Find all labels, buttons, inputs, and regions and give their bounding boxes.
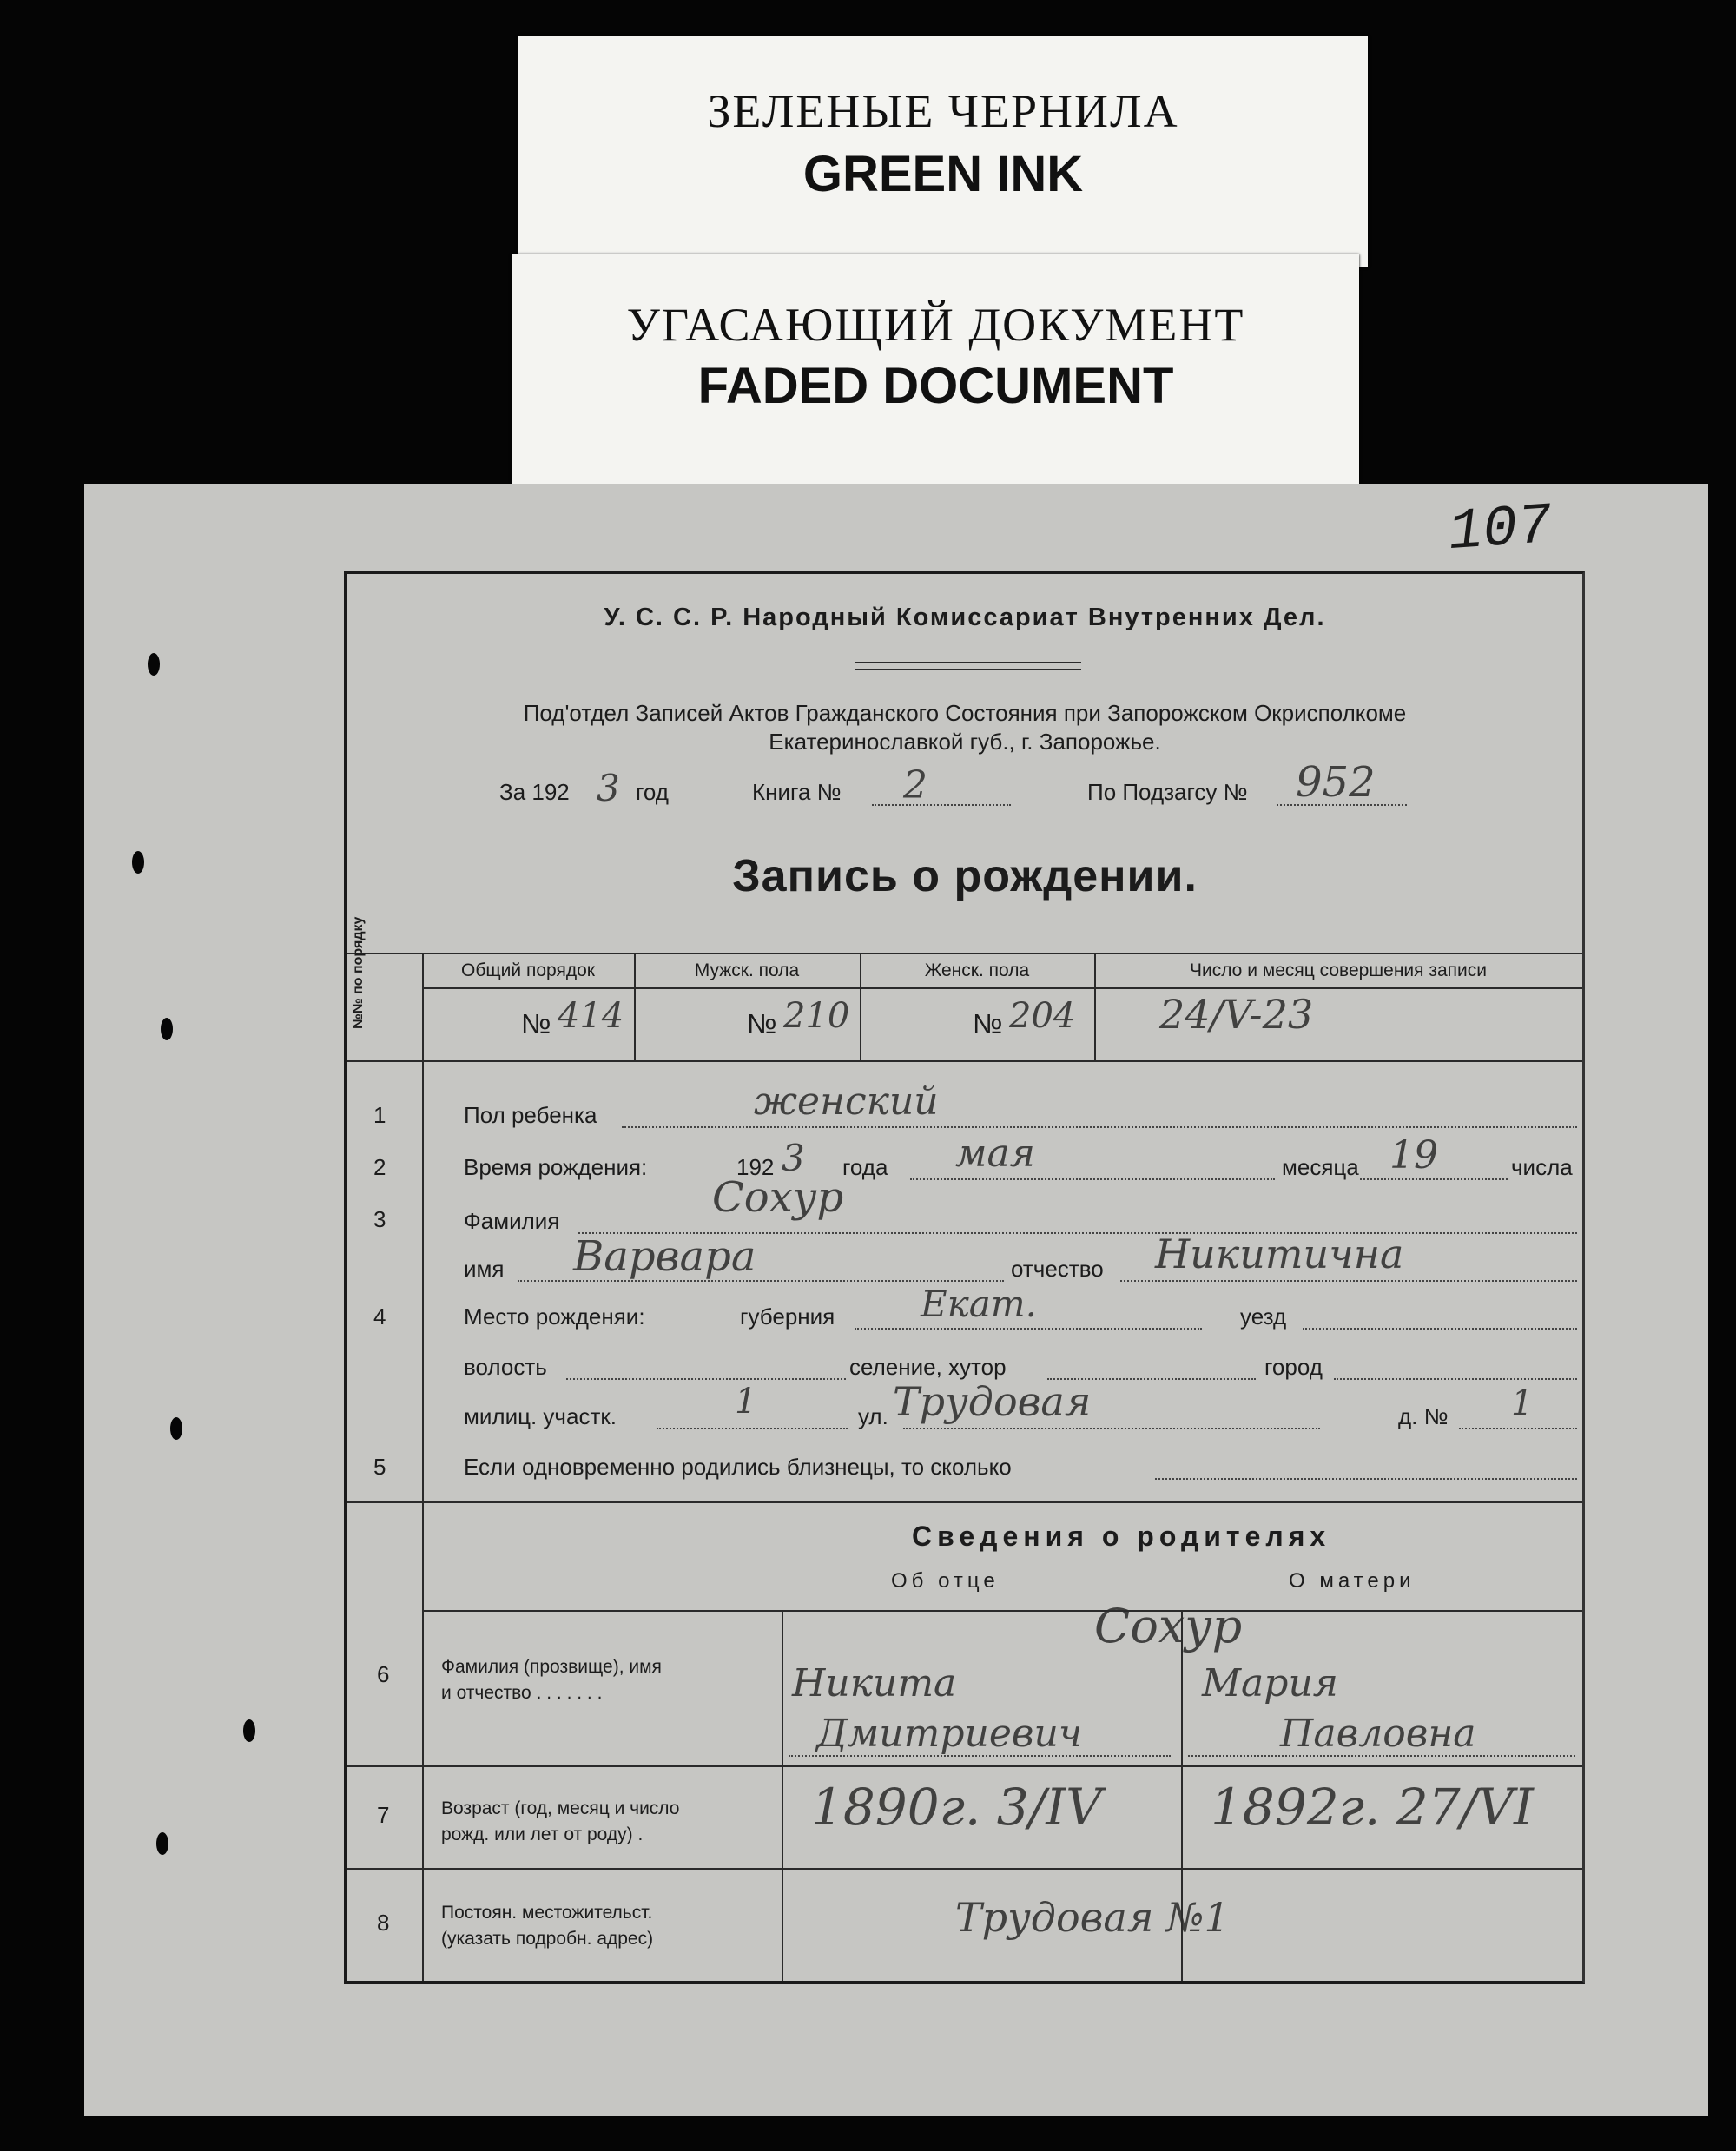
book-label: Книга № [752,779,842,805]
punch-hole [170,1417,182,1440]
general-no-sign: № [521,1008,551,1039]
row-number-3: 3 [373,1206,386,1232]
header-rule [855,662,1081,663]
row-number-2: 2 [373,1154,386,1180]
row-number-header: №№ по порядку [351,916,366,1029]
mother-patronymic: Павловна [1280,1712,1476,1756]
birth-label: Время рождения: [464,1154,648,1180]
punch-hole [148,653,160,676]
birth-month-value: мая [955,1132,1035,1176]
year-value: 3 [597,767,620,809]
militia-label: милиц. участк. [464,1403,617,1429]
address-value: Трудовая №1 [955,1894,1230,1941]
father-patronymic: Дмитриевич [816,1712,1083,1756]
subregistry-value: 952 [1296,758,1376,807]
birth-record-form [344,571,1585,1984]
house-label: д. № [1398,1403,1449,1429]
row-number-1: 1 [373,1102,386,1128]
general-value: 414 [558,996,624,1036]
street-label: ул. [858,1403,888,1429]
twins-label: Если одновременно родились близнецы, то сколько [464,1454,1012,1480]
parents-surname: Сохур [1094,1599,1243,1653]
mother-column-header: О матери [1289,1569,1416,1593]
green-ink-label-ru: ЗЕЛЕНЫЕ ЧЕРНИЛА [707,85,1179,137]
subregistry-label: По Подзагсу № [1087,779,1248,805]
birthplace-label: Место рожденяи: [464,1303,645,1330]
name-label: имя [464,1256,505,1282]
col-female-header: Женск. пола [924,960,1030,980]
header-ministry: У. С. С. Р. Народный Комиссариат Внутренних Дел. [604,604,1326,631]
province-value: Екат. [921,1283,1037,1325]
female-value: 204 [1009,996,1076,1036]
punch-hole [243,1719,255,1742]
male-value: 210 [783,996,850,1036]
sex-value: женский [754,1079,939,1124]
punch-hole [161,1018,173,1040]
col-male-header: Мужск. пола [694,960,800,980]
parents-title: Сведения о родителях [912,1521,1331,1552]
punch-hole [132,851,144,874]
faded-document-label [512,254,1359,489]
birth-year-suffix: года [842,1154,888,1180]
birth-day-label: числа [1511,1154,1573,1180]
patronymic-label: отчество [1011,1256,1104,1282]
male-no-sign: № [747,1008,777,1039]
row-number-5: 5 [373,1454,386,1480]
green-ink-label-en: GREEN INK [802,146,1084,202]
street-value: Трудовая [893,1378,1092,1425]
date-value: 24/V-23 [1159,991,1314,1038]
father-age: 1890г. 3/IV [811,1778,1103,1837]
militia-value: 1 [735,1382,757,1422]
green-ink-label [518,36,1368,267]
row8-label-1: Постоян. местожительст. [441,1903,653,1923]
faded-document-label-en: FADED DOCUMENT [697,358,1174,414]
mother-name: Мария [1202,1661,1338,1706]
row-number-7: 7 [377,1802,390,1828]
city-label: город [1264,1354,1323,1380]
surname-label: Фамилия [464,1208,560,1234]
patronymic-value: Никитична [1155,1231,1404,1277]
year-label: За 192 [499,779,570,805]
row8-label-2: (указать подробн. адрес) [441,1929,654,1949]
father-name: Никита [792,1661,957,1706]
header-rule [855,669,1081,670]
village-label: селение, хутор [849,1354,1007,1380]
faded-document-label-ru: УГАСАЮЩИЙ ДОКУМЕНТ [626,299,1245,351]
birth-day-value: 19 [1389,1133,1438,1178]
row-number-8: 8 [377,1910,390,1936]
year-suffix: год [636,779,669,805]
name-value: Варвара [573,1232,756,1281]
row6-label-2: и отчество . . . . . . . [441,1683,603,1703]
page-number: 107 [1446,492,1554,566]
father-column-header: Об отце [891,1569,1000,1593]
district-label: уезд [1240,1303,1287,1330]
birth-month-label: месяца [1282,1154,1359,1180]
row7-label-1: Возраст (год, месяц и число [441,1798,680,1818]
province-label: губерния [740,1303,835,1330]
col-date-header: Число и месяц совершения записи [1189,960,1488,980]
birth-year-prefix: 192 [736,1154,775,1180]
birth-year-value: 3 [782,1137,805,1179]
form-title: Запись о рождении. [732,851,1198,901]
row-number-4: 4 [373,1303,386,1330]
row6-label-1: Фамилия (прозвище), имя [441,1657,662,1677]
house-value: 1 [1511,1383,1534,1423]
mother-age: 1892г. 27/VI [1211,1778,1534,1837]
row7-label-2: рожд. или лет от роду) . [441,1824,644,1844]
surname-value: Сохур [712,1173,844,1222]
female-no-sign: № [973,1008,1003,1039]
book-value: 2 [903,763,927,808]
volost-label: волость [464,1354,547,1380]
header-location: Екатеринославкой губ., г. Запорожье. [769,729,1161,755]
row-number-6: 6 [377,1661,390,1687]
sex-label: Пол ребенка [464,1102,597,1128]
punch-hole [156,1832,168,1855]
col-general-header: Общий порядок [461,960,595,980]
header-department: Под'отдел Записей Актов Гражданского Состояния при Запорожском Окрисполкоме [523,700,1407,726]
